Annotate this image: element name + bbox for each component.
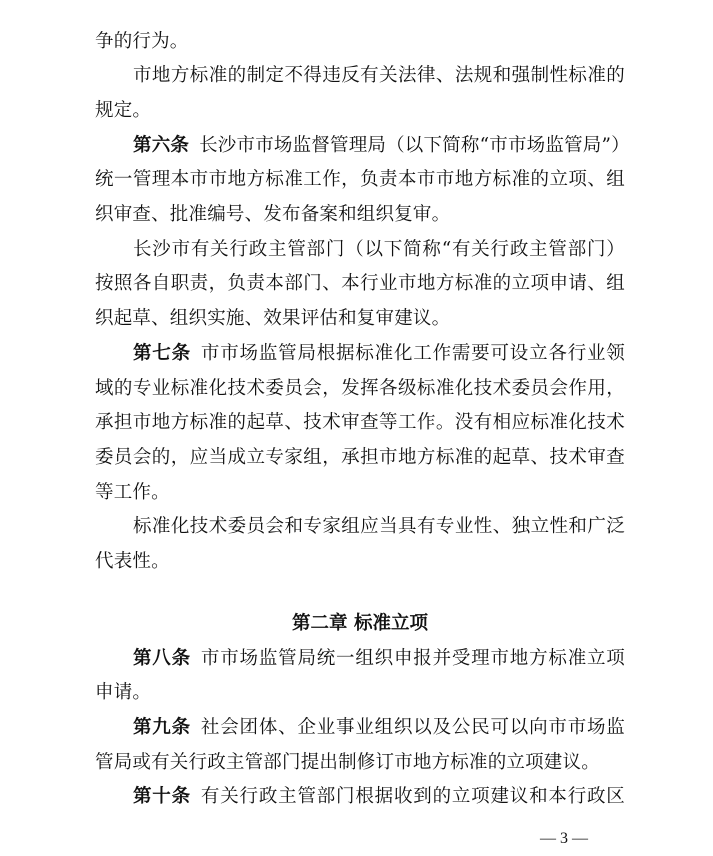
article-10-line: 第十条 有关行政主管部门根据收到的立项建议和本行政区 — [133, 786, 625, 807]
article-6-line: 第六条 长沙市市场监督管理局（以下简称“市市场监管局”） — [133, 135, 630, 156]
article-8-line: 第八条 市市场监管局统一组织申报并受理市地方标准立项 — [133, 648, 625, 669]
article-9-label: 第九条 — [133, 717, 191, 738]
article-8-label: 第八条 — [133, 648, 191, 669]
text-line: 管局或有关行政主管部门提出制修订市地方标准的立项建议。 — [95, 752, 600, 773]
text-line: 申请。 — [95, 682, 152, 703]
text-line: 承担市地方标准的起草、技术审查等工作。没有相应标准化技术 — [95, 412, 625, 433]
text-line: 域的专业标准化技术委员会，发挥各级标准化技术委员会作用， — [95, 378, 625, 399]
article-7-line: 第七条 市市场监管局根据标准化工作需要可设立各行业领 — [133, 343, 625, 364]
article-9-line: 第九条 社会团体、企业事业组织以及公民可以向市市场监 — [133, 717, 625, 738]
text-line: 织审查、批准编号、发布备案和组织复审。 — [95, 204, 451, 225]
chapter-title: 第二章 标准立项 — [292, 613, 428, 634]
text-line: 长沙市有关行政主管部门（以下简称“有关行政主管部门） — [133, 239, 625, 260]
page-number: — 3 — — [540, 830, 588, 847]
text-line: 按照各自职责，负责本部门、本行业市地方标准的立项申请、组 — [95, 273, 625, 294]
text-line: 等工作。 — [95, 482, 170, 503]
text-line: 市地方标准的制定不得违反有关法律、法规和强制性标准的 — [133, 65, 625, 86]
text-line: 争的行为。 — [95, 31, 189, 52]
text-line: 代表性。 — [95, 551, 170, 572]
text-line: 规定。 — [95, 100, 152, 121]
text-line: 织起草、组织实施、效果评估和复审建议。 — [95, 308, 451, 329]
article-10-label: 第十条 — [133, 786, 191, 807]
article-6-label: 第六条 — [133, 135, 190, 156]
text-line: 标准化技术委员会和专家组应当具有专业性、独立性和广泛 — [133, 516, 625, 537]
article-7-label: 第七条 — [133, 343, 191, 364]
text-line: 委员会的，应当成立专家组，承担市地方标准的起草、技术审查 — [95, 447, 625, 468]
text-line: 统一管理本市市地方标准工作，负责本市市地方标准的立项、组 — [95, 169, 625, 190]
